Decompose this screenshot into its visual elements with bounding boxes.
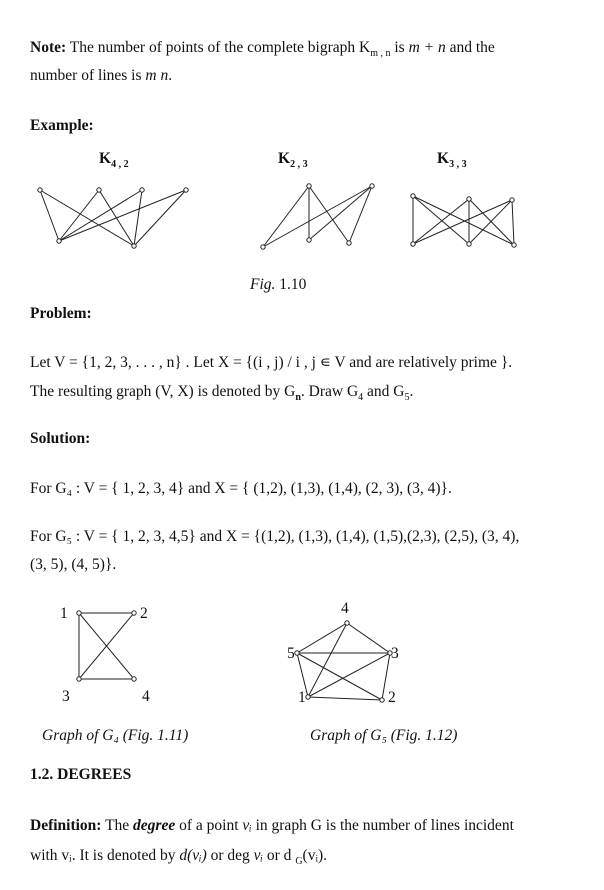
example-heading: Example: xyxy=(30,117,94,134)
g4-vertex xyxy=(132,611,136,615)
fig-number: 1.10 xyxy=(275,276,307,293)
note-math: m n xyxy=(145,67,169,84)
k42-vertex xyxy=(132,244,136,248)
g5-label-5: 5 xyxy=(287,645,295,662)
solution-g5-line-1: For G₅ : V = { 1, 2, 3, 4,5} and X = {(1,2), (1,3), (1,4), (1,5),(2,3), (2,5), (3, 4), xyxy=(30,528,520,545)
g5-vertex xyxy=(380,698,384,702)
g4-label-1: 1 xyxy=(60,605,68,622)
solution-g4: For G₄ : V = { 1, 2, 3, 4} and X = { (1,2), (1,3), (1,4), (2, 3), (3, 4)}. xyxy=(30,480,452,497)
k23-vertex xyxy=(370,184,374,188)
k-sub: 2 , 3 xyxy=(290,159,308,171)
k23-vertex xyxy=(307,238,311,242)
note-math: m + n xyxy=(408,39,446,56)
note-text: The number of points of the complete bigraph K xyxy=(66,39,371,56)
k23-edge xyxy=(263,186,309,247)
k42-edge xyxy=(59,190,142,241)
k42-edge xyxy=(40,190,59,241)
k33-vertex xyxy=(510,198,514,202)
definition-math: vᵢ xyxy=(253,847,264,864)
k33-vertex xyxy=(467,197,471,201)
g5-caption: Graph of G₅ (Fig. 1.12) xyxy=(310,727,458,744)
g5-edge xyxy=(308,653,390,697)
k33-vertex xyxy=(411,194,415,198)
k33-vertex xyxy=(411,242,415,246)
g4-caption: Graph of G₄ (Fig. 1.11) xyxy=(42,727,189,744)
g5-vertex xyxy=(306,695,310,699)
definition-line-1 xyxy=(30,817,514,835)
problem-text: The resulting graph (V, X) is denoted by G xyxy=(30,383,296,400)
definition-text: in graph G is the number of lines incident xyxy=(251,817,514,834)
definition-text: or d xyxy=(263,847,296,864)
g4-vertex xyxy=(132,677,136,681)
sub: 5 xyxy=(404,392,410,404)
definition-math: vᵢ xyxy=(242,817,252,834)
definition-term: degree xyxy=(133,817,176,834)
definition-text: The xyxy=(101,817,134,834)
k-sub: 4 , 2 xyxy=(111,159,129,171)
k33-vertex xyxy=(512,243,516,247)
sub: G xyxy=(295,856,303,868)
g5-edge xyxy=(308,697,382,700)
definition-line-2 xyxy=(30,847,327,871)
g4-label-4: 4 xyxy=(142,688,150,705)
problem-text: . Draw G xyxy=(300,383,359,400)
k-sub: 3 , 3 xyxy=(449,159,467,171)
problem-heading: Problem: xyxy=(30,305,92,322)
k23-edge xyxy=(263,186,372,247)
k-symbol: K xyxy=(278,150,291,167)
k33-edge xyxy=(512,200,514,245)
k33-edge xyxy=(469,199,514,245)
g4-label-3: 3 xyxy=(62,688,70,705)
problem-text: and G xyxy=(363,383,405,400)
definition-text: with vᵢ. It is denoted by xyxy=(30,847,180,864)
k-symbol: K xyxy=(99,150,112,167)
g5-label-4: 4 xyxy=(341,600,349,617)
g5-edge xyxy=(308,623,347,697)
problem-line-2 xyxy=(30,383,413,407)
g5-label-2: 2 xyxy=(388,689,396,706)
k33-edge xyxy=(413,200,512,244)
g4-label-2: 2 xyxy=(140,605,148,622)
definition-text: of a point xyxy=(175,817,243,834)
note-text: and the xyxy=(445,39,495,56)
sub: 4 xyxy=(358,392,364,404)
g5-label-3: 3 xyxy=(391,645,399,662)
problem-text: . xyxy=(409,383,414,400)
k42-vertex xyxy=(57,239,61,243)
k23-edge xyxy=(309,186,372,240)
k42-edge xyxy=(134,190,142,246)
problem-line-1: Let V = {1, 2, 3, . . . , n} . Let X = {(i , j) / i , j ∊ V and are relatively prime }. xyxy=(30,354,513,371)
note-label: Note: xyxy=(30,39,67,56)
k-symbol: K xyxy=(437,150,450,167)
k42-vertex xyxy=(184,188,188,192)
k23-edge xyxy=(349,186,372,243)
k42-vertex xyxy=(97,188,101,192)
definition-label: Definition: xyxy=(30,817,102,834)
note-sub: m , n xyxy=(370,48,391,60)
section-heading: 1.2. DEGREES xyxy=(30,766,132,783)
k42-edge xyxy=(134,190,186,246)
solution-heading: Solution: xyxy=(30,430,91,447)
definition-text: or deg xyxy=(206,847,254,864)
g5-vertex xyxy=(295,651,299,655)
definition-text: (vᵢ). xyxy=(302,847,328,864)
fig-label: Fig. xyxy=(250,276,276,293)
g4-vertex xyxy=(77,677,81,681)
k42-edge xyxy=(59,190,186,241)
note-text: is xyxy=(390,39,409,56)
sub: n xyxy=(295,392,301,404)
g5-edge xyxy=(347,623,390,653)
k23-vertex xyxy=(261,245,265,249)
definition-math: d(vᵢ) xyxy=(179,847,207,864)
k23-vertex xyxy=(307,184,311,188)
solution-g5-line-2: (3, 5), (4, 5)}. xyxy=(30,556,117,573)
g4-vertex xyxy=(77,611,81,615)
k33-edge xyxy=(469,200,512,244)
note-text: number of lines is xyxy=(30,67,146,84)
k42-vertex xyxy=(38,188,42,192)
note-text: . xyxy=(168,67,173,84)
k33-vertex xyxy=(467,242,471,246)
k23-vertex xyxy=(347,241,351,245)
k42-vertex xyxy=(140,188,144,192)
k42-edge xyxy=(40,190,134,246)
g5-vertex xyxy=(345,621,349,625)
g5-label-1: 1 xyxy=(298,689,306,706)
